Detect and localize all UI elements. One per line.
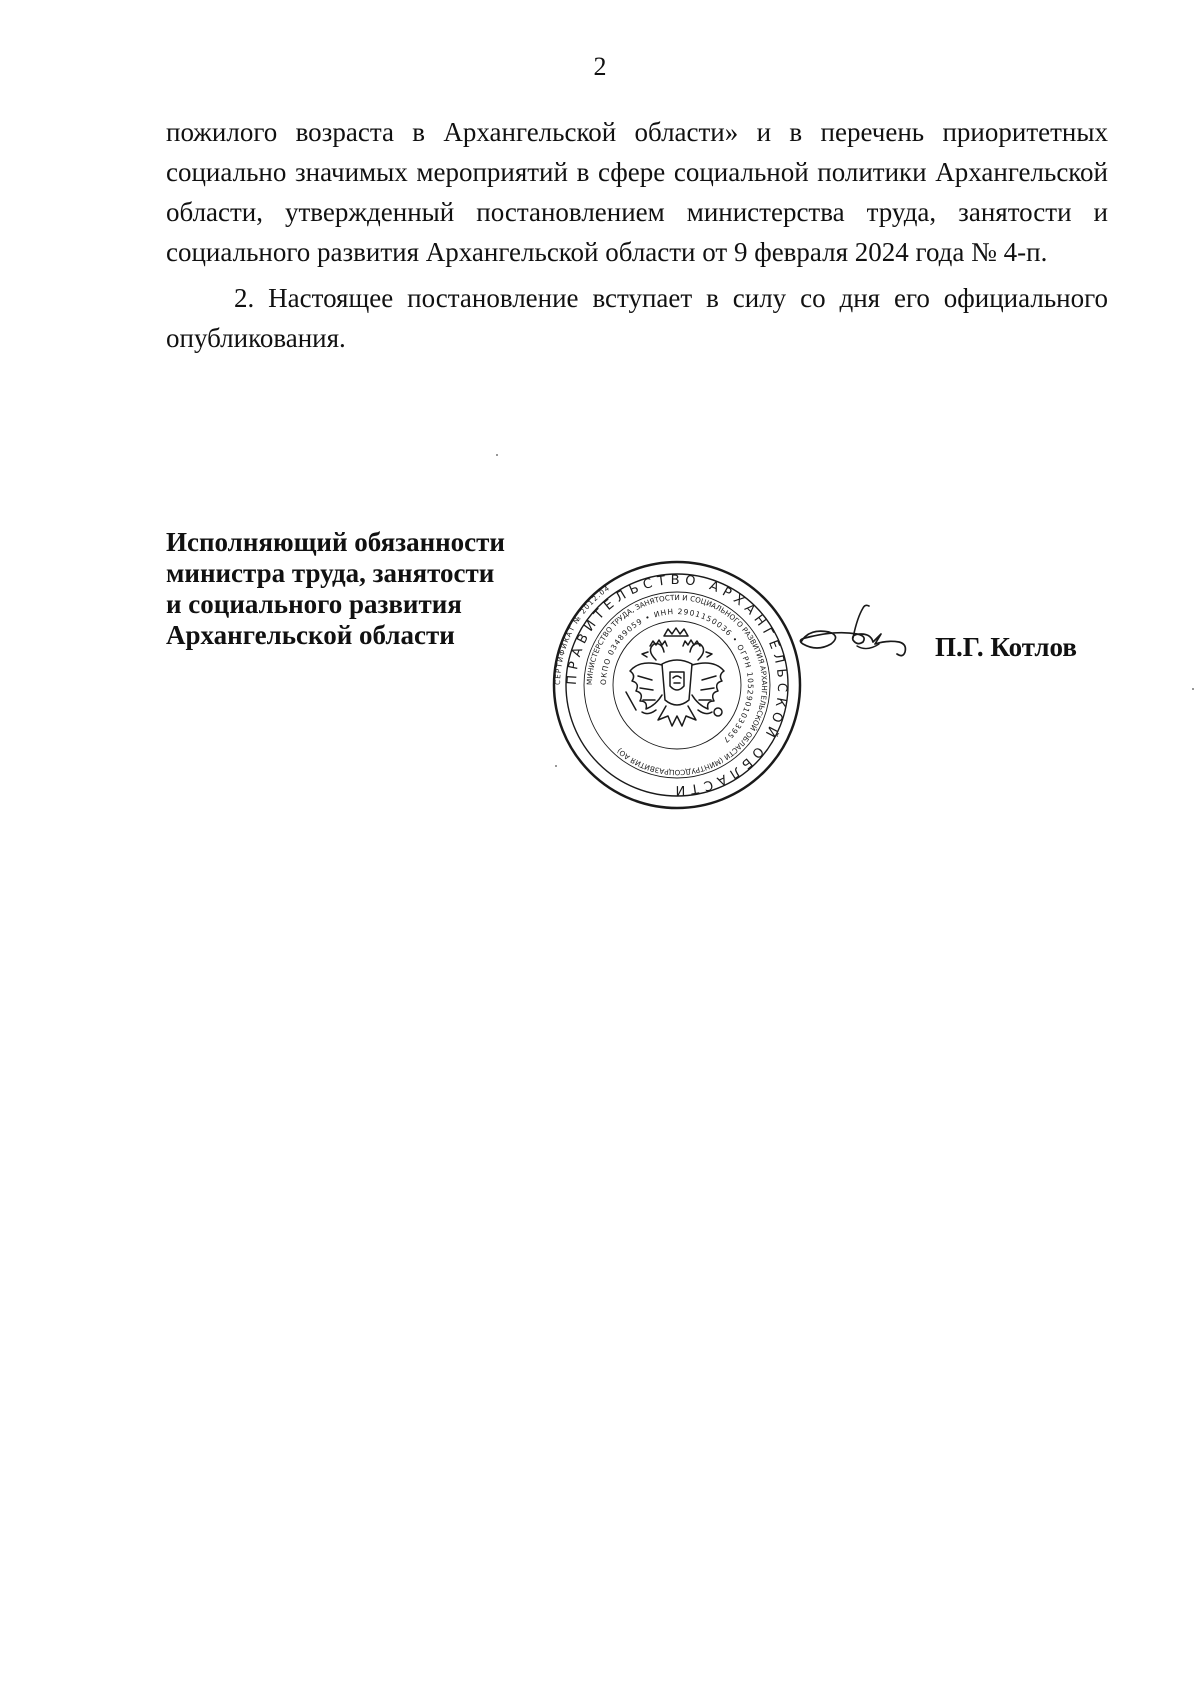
seal-rim-text: СЕРТИФИКАТ № 2012.04	[553, 583, 612, 686]
scan-speck	[555, 765, 557, 767]
seal-codes-text: ОКПО 03489059 • ИНН 2901150036 • ОГРН 1052901033957	[598, 606, 756, 746]
paragraph-effective-date: 2. Настоящее постановление вступает в силу со дня его официального опубликования.	[166, 283, 1108, 353]
handwritten-signature	[795, 600, 915, 670]
signatory-title-line: Исполняющий обязанности	[166, 527, 505, 557]
double-headed-eagle-icon	[626, 628, 724, 726]
signatory-title-line: министра труда, занятости	[166, 558, 495, 588]
document-body	[166, 112, 1108, 358]
paragraph-continuation: пожилого возраста в Архангельской области» и в перечень приоритетных социально значимых мероприятий в сфере социальной политики Архангельской области, утвержденный постановлением министерства труда, занятости и социального развития Архангельской области от 9 февраля 2024 года № 4-п.	[166, 117, 1108, 267]
signatory-title-line: Архангельской области	[166, 620, 455, 650]
signatory-name: П.Г. Котлов	[935, 632, 1077, 662]
page-number: 2	[593, 52, 607, 81]
official-seal	[552, 560, 802, 810]
signatory-title-line: и социального развития	[166, 589, 462, 619]
scan-speck	[1192, 688, 1194, 690]
signatory-title	[166, 527, 546, 651]
seal-outer-text: ПРАВИТЕЛЬСТВО АРХАНГЕЛЬСКОЙ ОБЛАСТИ	[564, 572, 790, 798]
scan-speck	[496, 454, 498, 456]
seal-inner-text: МИНИСТЕРСТВО ТРУДА, ЗАНЯТОСТИ И СОЦИАЛЬНОГО РАЗВИТИЯ АРХАНГЕЛЬСКОЙ ОБЛАСТИ (МИНТРУДСОЦРАЗВИТИЯ АО)	[584, 592, 770, 778]
